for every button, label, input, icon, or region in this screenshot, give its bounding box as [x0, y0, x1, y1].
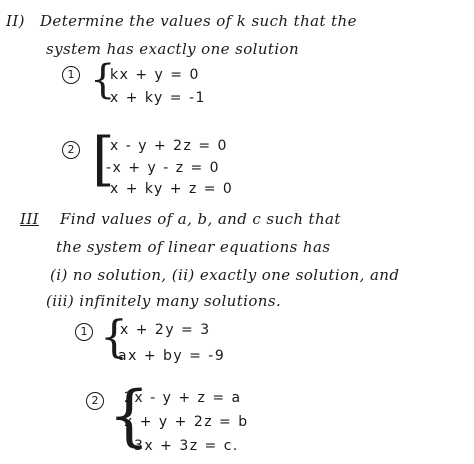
equation-1: kx + y = 0 [110, 67, 200, 83]
left-brace: { [90, 57, 116, 103]
problem-3-line-4: (iii) infinitely many solutions. [46, 292, 282, 310]
equation-1: x - y + 2z = 0 [110, 138, 228, 154]
equation-1: x + 2y = 3 [120, 322, 211, 338]
problem-3-line-1: Find values of a, b, and c such that [60, 210, 341, 228]
left-brace: { [108, 377, 150, 454]
part-number-circle: 1 [75, 323, 93, 341]
part-number-circle: 1 [62, 66, 80, 84]
equation-2: x + y + 2z = b [124, 414, 249, 430]
problem-2-line-1: Determine the values of k such that the [40, 12, 357, 30]
part-number-circle: 2 [86, 392, 104, 410]
equation-1: 2x - y + z = a [124, 390, 242, 406]
problem-2-line-2: system has exactly one solution [46, 40, 300, 58]
equation-2: -x + y - z = 0 [106, 160, 221, 176]
left-brace: [ [92, 125, 115, 193]
part-number-circle: 2 [62, 141, 80, 159]
left-brace: { [100, 312, 128, 363]
problem-2-number: II) [6, 12, 25, 30]
equation-3: x + ky + z = 0 [110, 181, 234, 197]
equation-2: ax + by = -9 [118, 348, 226, 364]
equation-3: 3x + 3z = c. [134, 438, 239, 454]
equation-2: x + ky = -1 [110, 90, 206, 106]
problem-3-number: III [20, 210, 39, 228]
problem-3-line-2: the system of linear equations has [56, 238, 331, 256]
problem-3-line-3: (i) no solution, (ii) exactly one solution, and [50, 266, 400, 284]
